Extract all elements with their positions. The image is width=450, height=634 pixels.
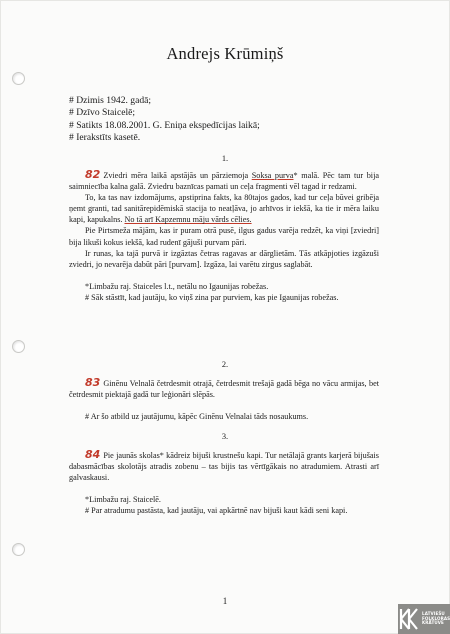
section-2-body xyxy=(69,377,379,422)
section-number: 2. xyxy=(221,360,229,369)
handwritten-mark: 84 xyxy=(85,448,101,461)
punch-hole xyxy=(12,543,25,556)
paragraph-text: Ir runas, ka tajā purvā ir izgāztas četras ragavas ar dārglietām. Tās atkāpjoties izgāzuši zviedri, jo nevarēja dabūt pāri [purvam]. Izgāza, lai varētu zirgus saglabāt. xyxy=(69,248,379,269)
section-number: 3. xyxy=(221,432,229,441)
logo-text-line: FOLKLORAS xyxy=(422,615,450,621)
section-1-body xyxy=(69,169,379,303)
section-number: 1. xyxy=(221,154,229,163)
meta-line: # Dzīvo Staicelē; xyxy=(69,107,136,119)
footnote: *Limbažu raj. Staicelē. xyxy=(85,495,161,505)
informant-meta xyxy=(69,95,260,145)
archive-logo xyxy=(398,604,450,634)
handwritten-mark: 83 xyxy=(85,376,101,389)
punch-hole xyxy=(12,340,25,353)
paragraph-text: To, ka tas nav izdomājums, apstiprina fakts, ka 80tajos gados, kad tur ceļa būvei gribēja ņemt granti, tad sanitārepidēmiskā stacija to neatļāva, jo arhīvos ir iekšā, ka tie ir mēra laiku kapi, kapukalns. xyxy=(69,193,379,225)
logo-k-icon xyxy=(398,606,422,632)
underlined-text: Soksa purva xyxy=(251,171,294,180)
comment-note: # Par atradumu pastāsta, kad jautāju, vai apkārtnē nav bijuši kaut kādi seni kapi. xyxy=(85,506,348,516)
paragraph-text: Zviedri mēra laikā apstājās un pārziemoja xyxy=(103,171,252,180)
paragraph-text: Pie Pirtsmeža mājām, kas ir puram otrā pusē, ilgus gadus varēja redzēt, ka viņi [zviedri] bija likuši kokus iekšā, kad rudenī gājuši purvam pāri. xyxy=(69,226,379,247)
handwritten-mark: 82 xyxy=(85,168,101,181)
comment-note: # Ar šo atbild uz jautājumu, kāpēc Ginēnu Velnalai tāds nosaukums. xyxy=(85,412,309,422)
comment-note: # Sāk stāstīt, kad jautāju, ko viņš zina par purviem, kas pie Igaunijas robežas. xyxy=(85,292,339,302)
meta-line: # Dzimis 1942. gadā; xyxy=(69,95,152,106)
underlined-text: No tā arī Kapzemnu māju vārds cēlies. xyxy=(124,215,252,225)
section-3-body xyxy=(69,449,379,516)
paragraph-text: Pie jaunās skolas* kādreiz bijuši krustnešu kapi. Tur netālajā grants karjerā bijušais dabasmācības skolotājs atradis zobenu – tas bijis tas vērtīgākais no atradumiem. Atrasti arī galvaskausi. xyxy=(69,451,379,483)
meta-line: # Satikts 18.08.2001. G. Eniņa ekspedīcijas laikā; xyxy=(69,119,260,131)
punch-hole xyxy=(12,72,25,85)
paragraph-text: * malā. Pēc tam tur bija saimniecība kalna galā. Zviedru baznīcas pamati un ceļa fragmenti vēl tagad ir redzami. xyxy=(69,171,379,192)
page-number: 1 xyxy=(222,596,228,606)
page-title: Andrejs Krūmiņš xyxy=(166,44,284,63)
meta-line: # Ierakstīts kasetē. xyxy=(69,132,141,144)
logo-text-line: KRĀTUVE xyxy=(422,620,444,626)
footnote: *Limbažu raj. Staiceles l.t., netālu no Igaunijas robežas. xyxy=(85,281,269,291)
logo-text-line: LATVIEŠU xyxy=(422,610,445,616)
paragraph-text: Ginēnu Velnalā četrdesmit otrajā, četrdesmit trešajā gadā bēga no vācu armijas, bet četrdesmit piektajā gadā tur leģionāri slēpās. xyxy=(69,379,379,400)
